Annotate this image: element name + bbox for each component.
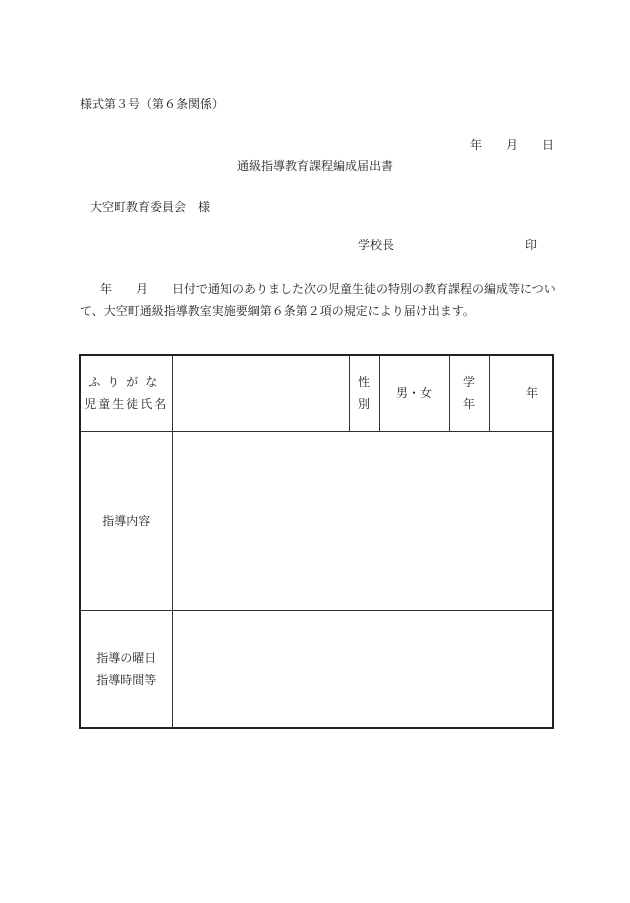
gender-value: 男・女: [395, 386, 432, 401]
name-label-cell: [80, 355, 172, 431]
document-title: 通級指導教育課程編成届出書: [236, 159, 393, 173]
student-name-field[interactable]: [172, 355, 349, 431]
gender-label-cell: [349, 355, 379, 431]
notification-form-table: [79, 354, 554, 729]
body-paragraph: [80, 278, 556, 322]
content-field[interactable]: [172, 431, 553, 610]
content-label: 指導内容: [80, 431, 172, 610]
grade-label-1: 学: [462, 375, 475, 390]
date-line: [470, 138, 554, 152]
body-year: 年: [100, 282, 113, 296]
name-row: [80, 355, 553, 431]
gender-label-2: 別: [357, 397, 370, 412]
gender-field[interactable]: [379, 355, 449, 431]
date-day: 日: [542, 138, 555, 152]
schedule-field[interactable]: [172, 610, 553, 728]
body-line-2: て、大空町通級指導教室実施要綱第６条第２項の規定により届け出ます。: [80, 304, 475, 318]
grade-label-2: 年: [462, 397, 475, 412]
schedule-row: [80, 610, 553, 728]
content-row: [80, 431, 553, 610]
grade-field[interactable]: [489, 355, 553, 431]
student-name-label: 児童生徒氏名: [84, 397, 169, 412]
furigana-label: ふりがな: [88, 375, 165, 390]
principal-label: 学校長: [358, 238, 395, 252]
body-line-1: [80, 278, 556, 300]
schedule-label-cell: [80, 610, 172, 728]
grade-value: 年: [525, 386, 538, 401]
gender-label-1: 性: [357, 375, 370, 390]
body-line1-rest: 日付で通知のありました次の児童生徒の特別の教育課程の編成等につい: [172, 282, 556, 296]
grade-label-cell: [449, 355, 489, 431]
addressee: 大空町教育委員会 様: [90, 200, 211, 214]
body-month: 月: [136, 282, 149, 296]
date-month: 月: [506, 138, 519, 152]
date-year: 年: [470, 138, 483, 152]
seal-label: 印: [525, 238, 538, 252]
form-number: 様式第３号（第６条関係）: [80, 97, 225, 111]
schedule-label-2: 指導時間等: [96, 672, 157, 687]
schedule-label-1: 指導の曜日: [96, 650, 157, 665]
